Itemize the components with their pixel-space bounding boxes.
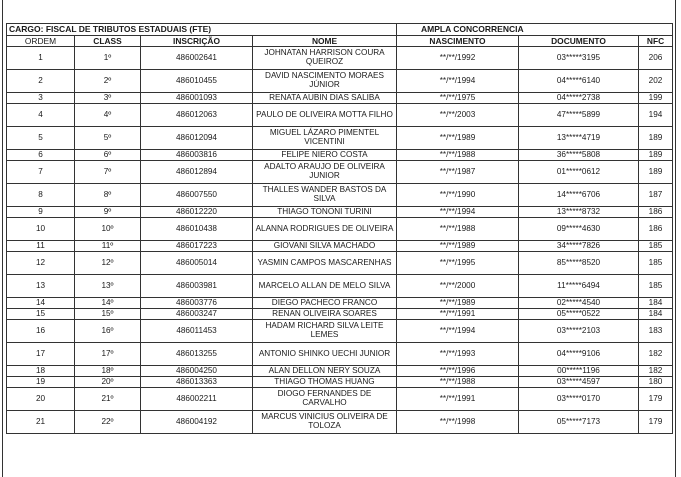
table-row [7, 298, 673, 309]
nfc-cell: 194 [639, 104, 673, 127]
name-cell: ANTONIO SHINKO UECHI JUNIOR [253, 343, 397, 366]
column-header: DOCUMENTO [519, 36, 639, 47]
birthdate-cell: **/**/1988 [397, 218, 519, 241]
name-cell: ALANNA RODRIGUES DE OLIVEIRA [253, 218, 397, 241]
table-row [7, 150, 673, 161]
nfc-cell: 183 [639, 320, 673, 343]
nfc-cell: 182 [639, 366, 673, 377]
ordem-cell: 8 [7, 184, 75, 207]
name-cell: MIGUEL LÁZARO PIMENTEL VICENTINI [253, 127, 397, 150]
class-cell: 5º [75, 127, 141, 150]
inscricao-cell: 486003776 [141, 298, 253, 309]
class-cell: 3º [75, 93, 141, 104]
inscricao-cell: 486004192 [141, 411, 253, 434]
birthdate-cell: **/**/1988 [397, 377, 519, 388]
ordem-cell: 17 [7, 343, 75, 366]
ordem-cell: 18 [7, 366, 75, 377]
nfc-cell: 184 [639, 298, 673, 309]
header-row [7, 36, 673, 47]
name-cell: MARCELO ALLAN DE MELO SILVA [253, 275, 397, 298]
document-cell: 05*****0522 [519, 309, 639, 320]
inscricao-cell: 486013255 [141, 343, 253, 366]
birthdate-cell: **/**/1995 [397, 252, 519, 275]
inscricao-cell: 486013363 [141, 377, 253, 388]
class-cell: 8º [75, 184, 141, 207]
table-row [7, 377, 673, 388]
nfc-cell: 206 [639, 47, 673, 70]
competition-label: AMPLA CONCORRENCIA [397, 24, 673, 36]
name-cell: PAULO DE OLIVEIRA MOTTA FILHO [253, 104, 397, 127]
ordem-cell: 14 [7, 298, 75, 309]
inscricao-cell: 486004250 [141, 366, 253, 377]
ordem-cell: 19 [7, 377, 75, 388]
table-row [7, 411, 673, 434]
ordem-cell: 12 [7, 252, 75, 275]
class-cell: 1º [75, 47, 141, 70]
nfc-cell: 186 [639, 218, 673, 241]
nfc-cell: 185 [639, 275, 673, 298]
document-cell: 47*****5899 [519, 104, 639, 127]
table-row [7, 70, 673, 93]
class-cell: 18º [75, 366, 141, 377]
nfc-cell: 189 [639, 150, 673, 161]
ordem-cell: 5 [7, 127, 75, 150]
name-cell: DIOGO FERNANDES DE CARVALHO [253, 388, 397, 411]
document-cell: 11*****6494 [519, 275, 639, 298]
ordem-cell: 15 [7, 309, 75, 320]
class-cell: 22º [75, 411, 141, 434]
name-cell: THIAGO THOMAS HUANG [253, 377, 397, 388]
birthdate-cell: **/**/1989 [397, 127, 519, 150]
birthdate-cell: **/**/1993 [397, 343, 519, 366]
table-row [7, 47, 673, 70]
column-header: INSCRIÇÃO [141, 36, 253, 47]
table-row [7, 366, 673, 377]
birthdate-cell: **/**/1975 [397, 93, 519, 104]
document-cell: 04*****2738 [519, 93, 639, 104]
class-cell: 6º [75, 150, 141, 161]
nfc-cell: 189 [639, 127, 673, 150]
table-row [7, 388, 673, 411]
ordem-cell: 1 [7, 47, 75, 70]
document-cell: 04*****6140 [519, 70, 639, 93]
class-cell: 15º [75, 309, 141, 320]
column-header: NASCIMENTO [397, 36, 519, 47]
birthdate-cell: **/**/1990 [397, 184, 519, 207]
nfc-cell: 185 [639, 241, 673, 252]
ordem-cell: 2 [7, 70, 75, 93]
inscricao-cell: 486011453 [141, 320, 253, 343]
class-cell: 21º [75, 388, 141, 411]
nfc-cell: 182 [639, 343, 673, 366]
name-cell: RENAN OLIVEIRA SOARES [253, 309, 397, 320]
class-cell: 11º [75, 241, 141, 252]
ordem-cell: 21 [7, 411, 75, 434]
name-cell: MARCUS VINICIUS OLIVEIRA DE TOLOZA [253, 411, 397, 434]
birthdate-cell: **/**/1987 [397, 161, 519, 184]
birthdate-cell: **/**/1992 [397, 47, 519, 70]
ordem-cell: 13 [7, 275, 75, 298]
birthdate-cell: **/**/1994 [397, 70, 519, 93]
name-cell: THIAGO TONONI TURINI [253, 207, 397, 218]
inscricao-cell: 486002211 [141, 388, 253, 411]
birthdate-cell: **/**/1994 [397, 320, 519, 343]
table-row [7, 184, 673, 207]
inscricao-cell: 486001093 [141, 93, 253, 104]
document-cell: 09*****4630 [519, 218, 639, 241]
document-cell: 03*****0170 [519, 388, 639, 411]
ordem-cell: 11 [7, 241, 75, 252]
document-cell: 85*****8520 [519, 252, 639, 275]
nfc-cell: 189 [639, 161, 673, 184]
name-cell: JOHNATAN HARRISON COURA QUEIROZ [253, 47, 397, 70]
ordem-cell: 7 [7, 161, 75, 184]
birthdate-cell: **/**/2000 [397, 275, 519, 298]
nfc-cell: 184 [639, 309, 673, 320]
inscricao-cell: 486012220 [141, 207, 253, 218]
nfc-cell: 179 [639, 411, 673, 434]
document-cell: 03*****4597 [519, 377, 639, 388]
class-cell: 7º [75, 161, 141, 184]
inscricao-cell: 486002641 [141, 47, 253, 70]
document-cell: 13*****8732 [519, 207, 639, 218]
table-row [7, 93, 673, 104]
inscricao-cell: 486007550 [141, 184, 253, 207]
document-cell: 04*****9106 [519, 343, 639, 366]
inscricao-cell: 486005014 [141, 252, 253, 275]
ordem-cell: 4 [7, 104, 75, 127]
nfc-cell: 186 [639, 207, 673, 218]
birthdate-cell: **/**/1988 [397, 150, 519, 161]
class-cell: 12º [75, 252, 141, 275]
inscricao-cell: 486010455 [141, 70, 253, 93]
class-cell: 20º [75, 377, 141, 388]
inscricao-cell: 486012894 [141, 161, 253, 184]
class-cell: 14º [75, 298, 141, 309]
document-cell: 34*****7826 [519, 241, 639, 252]
document-cell: 02*****4540 [519, 298, 639, 309]
birthdate-cell: **/**/1994 [397, 207, 519, 218]
cargo-label: CARGO: FISCAL DE TRIBUTOS ESTADUAIS (FTE) [7, 24, 397, 36]
ordem-cell: 10 [7, 218, 75, 241]
inscricao-cell: 486017223 [141, 241, 253, 252]
class-cell: 10º [75, 218, 141, 241]
document-cell: 03*****3195 [519, 47, 639, 70]
birthdate-cell: **/**/1991 [397, 388, 519, 411]
name-cell: GIOVANI SILVA MACHADO [253, 241, 397, 252]
class-cell: 17º [75, 343, 141, 366]
table-row [7, 343, 673, 366]
nfc-cell: 179 [639, 388, 673, 411]
table-row [7, 309, 673, 320]
class-cell: 13º [75, 275, 141, 298]
birthdate-cell: **/**/1996 [397, 366, 519, 377]
birthdate-cell: **/**/1998 [397, 411, 519, 434]
ordem-cell: 16 [7, 320, 75, 343]
birthdate-cell: **/**/1989 [397, 298, 519, 309]
table-row [7, 161, 673, 184]
table-row [7, 275, 673, 298]
inscricao-cell: 486012094 [141, 127, 253, 150]
document-cell: 36*****5808 [519, 150, 639, 161]
document-cell: 14*****6706 [519, 184, 639, 207]
ordem-cell: 20 [7, 388, 75, 411]
inscricao-cell: 486012063 [141, 104, 253, 127]
table-row [7, 218, 673, 241]
name-cell: DIEGO PACHECO FRANCO [253, 298, 397, 309]
document-cell: 03*****2103 [519, 320, 639, 343]
table-row [7, 241, 673, 252]
cargo-row [7, 24, 673, 36]
inscricao-cell: 486003981 [141, 275, 253, 298]
class-cell: 16º [75, 320, 141, 343]
column-header: NFC [639, 36, 673, 47]
document-cell: 00*****1196 [519, 366, 639, 377]
class-cell: 4º [75, 104, 141, 127]
document-cell: 13*****4719 [519, 127, 639, 150]
table-row [7, 207, 673, 218]
birthdate-cell: **/**/1989 [397, 241, 519, 252]
class-cell: 9º [75, 207, 141, 218]
nfc-cell: 199 [639, 93, 673, 104]
name-cell: YASMIN CAMPOS MASCARENHAS [253, 252, 397, 275]
inscricao-cell: 486003816 [141, 150, 253, 161]
name-cell: HADAM RICHARD SILVA LEITE LEMES [253, 320, 397, 343]
document-cell: 01*****0612 [519, 161, 639, 184]
name-cell: FELIPE NIERO COSTA [253, 150, 397, 161]
table-row [7, 127, 673, 150]
ordem-cell: 9 [7, 207, 75, 218]
table-row [7, 104, 673, 127]
name-cell: RENATA AUBIN DIAS SALIBA [253, 93, 397, 104]
column-header: ORDEM [7, 36, 75, 47]
nfc-cell: 187 [639, 184, 673, 207]
name-cell: THALLES WANDER BASTOS DA SILVA [253, 184, 397, 207]
inscricao-cell: 486010438 [141, 218, 253, 241]
results-table [6, 23, 673, 434]
name-cell: DAVID NASCIMENTO MORAES JÚNIOR [253, 70, 397, 93]
column-header: CLASS [75, 36, 141, 47]
name-cell: ADALTO ARAUJO DE OLIVEIRA JUNIOR [253, 161, 397, 184]
ordem-cell: 6 [7, 150, 75, 161]
class-cell: 2º [75, 70, 141, 93]
nfc-cell: 180 [639, 377, 673, 388]
nfc-cell: 185 [639, 252, 673, 275]
nfc-cell: 202 [639, 70, 673, 93]
birthdate-cell: **/**/2003 [397, 104, 519, 127]
table-row [7, 252, 673, 275]
table-row [7, 320, 673, 343]
inscricao-cell: 486003247 [141, 309, 253, 320]
ordem-cell: 3 [7, 93, 75, 104]
column-header: NOME [253, 36, 397, 47]
name-cell: ALAN DELLON NERY SOUZA [253, 366, 397, 377]
document-cell: 05*****7173 [519, 411, 639, 434]
birthdate-cell: **/**/1991 [397, 309, 519, 320]
